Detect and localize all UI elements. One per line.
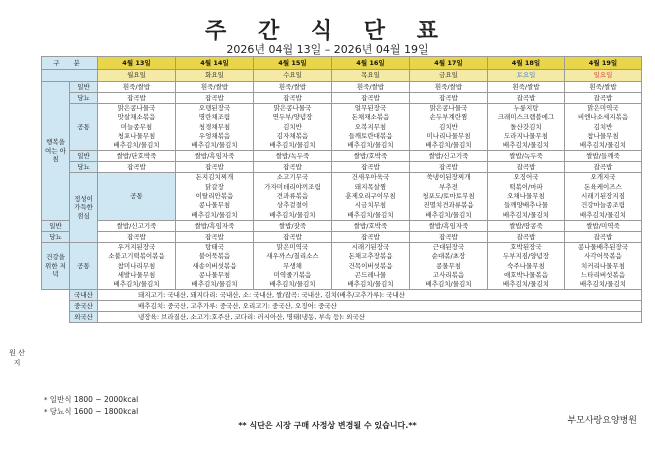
rice-cell: 흰죽/쌀밥 xyxy=(332,82,410,93)
menu-cell xyxy=(98,242,176,289)
menu-item: 청포도/토마토무침 xyxy=(422,192,475,201)
menu-item: 배추김치/물김치 xyxy=(425,141,472,150)
menu-item: 참나물무침 xyxy=(587,131,619,140)
rice-cell: 잡곡밥 xyxy=(98,162,176,173)
menu-item: 가자미데리야끼조림 xyxy=(264,182,321,191)
menu-item: 사각어묵볶음 xyxy=(584,252,622,261)
gubun-blank xyxy=(42,70,98,82)
rice-cell: 흰죽/쌀밥 xyxy=(488,82,565,93)
menu-cell xyxy=(332,242,410,289)
menu-item: 오복지무침 xyxy=(354,122,387,131)
menu-item: 돌산갓김치 xyxy=(510,122,542,131)
menu-item: 미늘종무침 xyxy=(120,122,153,131)
menu-item: 돈육케이즈스 xyxy=(584,182,622,191)
menu-item: 맛살채소볶음 xyxy=(117,113,156,122)
rice-cell: 잡곡밥 xyxy=(254,93,332,104)
menu-item: 순대볶/초장 xyxy=(431,252,466,261)
porridge-cell: 쌀밥/흑임자죽 xyxy=(176,151,254,162)
menu-cell xyxy=(565,173,642,220)
menu-cell xyxy=(176,104,254,151)
menu-item: 배추김치/물김치 xyxy=(347,280,394,289)
menu-item: 콩나물배추된장국 xyxy=(577,242,629,251)
dinner-label: 건강을 위한 저녁 xyxy=(42,242,70,289)
sub-diabetic: 당뇨 xyxy=(70,93,98,104)
menu-item: 오뎅된장국 xyxy=(198,104,231,112)
page-title: 주 간 식 단 표 xyxy=(205,19,450,44)
sub-diabetic: 당뇨 xyxy=(42,231,70,242)
menu-item: 건강마늘종조림 xyxy=(581,201,625,210)
menu-item: 두부지짐/양념장 xyxy=(502,252,550,261)
menu-item: 진멸치견과류볶음 xyxy=(423,201,474,210)
origin-blank xyxy=(42,312,70,323)
sub-diabetic: 당뇨 xyxy=(70,162,98,173)
period-range: 2026년 04월 13일 – 2026년 04월 19일 xyxy=(226,43,429,56)
rice-cell: 잡곡밥 xyxy=(332,93,410,104)
date-cell: 4월 16일 xyxy=(332,57,410,70)
rice-cell: 흰죽/쌀밥 xyxy=(565,82,642,93)
menu-item: 콩나물무침 xyxy=(198,270,231,279)
gubun-header: 구 분 xyxy=(42,57,98,70)
menu-item: 맑은콩나물국 xyxy=(429,104,468,112)
porridge-cell: 쌀밥/신고기죽 xyxy=(410,151,488,162)
porridge-cell: 쌀밥/흑임자죽 xyxy=(176,220,254,231)
menu-item: 근대된장국 xyxy=(432,242,465,251)
sub-general: 일반 xyxy=(70,151,98,162)
menu-item: 배추김치/물김치 xyxy=(191,210,238,219)
menu-item: 배추김치/물김치 xyxy=(502,210,550,219)
menu-cell xyxy=(565,242,642,289)
menu-item: 시래기된장국 xyxy=(351,242,390,251)
menu-table xyxy=(41,56,642,323)
porridge-cell: 쌀밥/땅콩죽 xyxy=(488,220,565,231)
weekday-cell: 토요일 xyxy=(488,70,565,82)
menu-item: 세발나물무침 xyxy=(117,270,156,279)
menu-item: 명란채조림 xyxy=(198,113,231,122)
menu-item: 들깨양배추나물 xyxy=(504,201,548,210)
menu-cell xyxy=(488,104,565,151)
menu-cell xyxy=(98,104,176,151)
menu-cell xyxy=(254,104,332,151)
date-cell: 4월 14일 xyxy=(176,57,254,70)
menu-item: 떡볶이/마파 xyxy=(509,182,543,191)
menu-item: 오개지국 xyxy=(590,173,616,182)
menu-item: 쑥냉이된장찌개 xyxy=(426,173,471,182)
menu-cell xyxy=(176,173,254,220)
menu-item: 치커리나물무침 xyxy=(581,261,625,270)
menu-item: 부추전 xyxy=(439,182,458,191)
menu-cell xyxy=(565,104,642,151)
menu-item: 오징어국 xyxy=(513,173,539,182)
menu-item: 훈제오리구이무침 xyxy=(345,192,396,201)
menu-item: 누룽지탕 xyxy=(513,104,539,112)
menu-item: 견과류볶음 xyxy=(276,192,309,201)
menu-item: 고사리볶음 xyxy=(432,270,465,279)
porridge-cell: 쌀밥/흑임자죽 xyxy=(410,220,488,231)
rice-cell: 흰죽/쌀밥 xyxy=(254,82,332,93)
weekday-cell: 일요일 xyxy=(565,70,642,82)
sub-common: 공통 xyxy=(98,173,176,220)
menu-item: 배추김치/물김치 xyxy=(425,210,472,219)
rice-cell: 잡곡밥 xyxy=(98,93,176,104)
menu-item: 돈지김치찌개 xyxy=(195,173,234,182)
menu-item: 이탈리안볶음 xyxy=(195,192,234,201)
porridge-cell: 쌀밥/호박죽 xyxy=(332,220,410,231)
menu-item: 들깨토란대볶음 xyxy=(348,131,393,140)
rice-cell: 잡곡밥 xyxy=(254,231,332,242)
porridge-cell: 쌀밥/호박죽 xyxy=(332,151,410,162)
menu-item: 느타리버섯볶음 xyxy=(581,270,625,279)
footer-note: ** 식단은 시장 구매 사정상 변경될 수 있습니다.** xyxy=(238,421,417,430)
menu-item: 돈채채소볶음 xyxy=(351,113,390,122)
menu-item: 크래미스크램블에그 xyxy=(497,113,555,122)
menu-item: 배추김치/물김치 xyxy=(113,141,160,150)
menu-cell xyxy=(410,242,488,289)
menu-item: 무생채 xyxy=(283,261,302,270)
menu-cell xyxy=(254,173,332,220)
rice-cell: 잡곡밥 xyxy=(332,231,410,242)
rice-cell: 잡곡밥 xyxy=(176,93,254,104)
menu-item: 배추김치/물김치 xyxy=(269,280,316,289)
menu-cell xyxy=(332,173,410,220)
porridge-cell: 쌀밥/미역죽 xyxy=(565,220,642,231)
date-cell: 4월 18일 xyxy=(488,57,565,70)
origin-china-text: 배추김치: 중국산, 고추가루: 중국산, 오리고기: 중국산, 오징어: 중국산 xyxy=(98,301,642,312)
menu-item: 곤드레나물 xyxy=(354,270,387,279)
origin-china-label: 중국산 xyxy=(70,301,98,312)
menu-item: 돼지목살찜 xyxy=(354,182,387,191)
menu-item: 배추김치/물김치 xyxy=(579,141,627,150)
lunch-label: 정성이 가득한 점심 xyxy=(70,173,98,242)
origin-side-label: 원 산 지 xyxy=(9,349,25,367)
menu-item: 연두부/양념장 xyxy=(272,113,313,122)
menu-item: 김자채볶음 xyxy=(276,131,309,140)
menu-item: 도라지나물무침 xyxy=(504,131,548,140)
rice-cell: 잡곡밥 xyxy=(176,231,254,242)
menu-item: 배추김치/물김치 xyxy=(425,280,472,289)
menu-item: 맑은미역국 xyxy=(276,242,309,251)
menu-item: 건새우아욱국 xyxy=(351,173,390,182)
menu-item: 배추김치/물김치 xyxy=(579,210,627,219)
rice-cell: 잡곡밥 xyxy=(565,231,642,242)
origin-domestic-label: 국내산 xyxy=(70,290,98,301)
weekday-cell: 화요일 xyxy=(176,70,254,82)
menu-item: 배추김치/물김치 xyxy=(113,280,160,289)
menu-item: 우거지된장국 xyxy=(117,242,156,251)
origin-blank xyxy=(42,290,70,301)
porridge-cell: 쌀밥/잣죽 xyxy=(254,220,332,231)
menu-item: 시래기된장지짐 xyxy=(581,192,625,201)
rice-cell: 잡곡밥 xyxy=(176,162,254,173)
rice-cell: 잡곡밥 xyxy=(410,231,488,242)
date-cell: 4월 15일 xyxy=(254,57,332,70)
menu-item: 참미나리무침 xyxy=(117,261,156,270)
menu-item: 배추김치/물김치 xyxy=(191,141,238,150)
menu-item: 배추김치/물김치 xyxy=(191,280,238,289)
rice-cell: 잡곡밥 xyxy=(565,93,642,104)
sub-common: 공통 xyxy=(70,242,98,289)
menu-item: 애호박나물볶음 xyxy=(504,270,548,279)
menu-cell xyxy=(488,173,565,220)
menu-item: 배추김치/물김치 xyxy=(579,280,627,289)
menu-cell xyxy=(176,242,254,289)
menu-item: 소불고기떡볶이볶음 xyxy=(108,252,165,261)
menu-item: 새우까스/칠리소스 xyxy=(266,252,319,261)
organization-name: 부모사랑요양병원 xyxy=(567,416,637,426)
porridge-cell: 쌀밥/신고기죽 xyxy=(98,220,176,231)
menu-item: 콩나물무침 xyxy=(198,201,231,210)
porridge-cell: 쌀밥/들깨죽 xyxy=(565,151,642,162)
rice-cell: 잡곡밥 xyxy=(332,162,410,173)
menu-cell xyxy=(410,104,488,151)
menu-item: 돈채고추장볶음 xyxy=(348,252,393,261)
rice-cell: 흰죽/쌀밥 xyxy=(410,82,488,93)
menu-item: 호박된장국 xyxy=(510,242,542,251)
menu-cell xyxy=(254,242,332,289)
menu-item: 맑은콩나물국 xyxy=(273,104,312,112)
rice-cell: 잡곡밥 xyxy=(98,231,176,242)
rice-cell: 잡곡밥 xyxy=(410,162,488,173)
menu-item: 배추김치/물김치 xyxy=(347,210,394,219)
weekday-cell: 수요일 xyxy=(254,70,332,82)
menu-item: 시금치무침 xyxy=(354,201,387,210)
sub-general: 일반 xyxy=(42,220,70,231)
menu-item: 배추김치/물김치 xyxy=(502,280,550,289)
menu-item: 상추겉절이 xyxy=(276,201,309,210)
rice-cell: 잡곡밥 xyxy=(488,93,565,104)
menu-item: 맑은콩나물국 xyxy=(117,104,156,112)
sub-common: 공통 xyxy=(70,104,98,151)
rice-cell: 잡곡밥 xyxy=(410,93,488,104)
menu-cell xyxy=(488,242,565,289)
menu-item: 숙주나물무침 xyxy=(507,261,545,270)
rice-cell: 흰죽/쌀밥 xyxy=(176,82,254,93)
origin-domestic-text: 돼지고기: 국내산, 돼지다리: 국내산, 소: 국내산, 쌀/잡곡: 국내산, 김치(배추/고추가루): 국내산 xyxy=(98,290,642,301)
rice-cell: 잡곡밥 xyxy=(488,162,565,173)
weekday-cell: 월요일 xyxy=(98,70,176,82)
menu-item: 배추김치/물김치 xyxy=(269,141,316,150)
menu-item: 콩물무침 xyxy=(435,261,462,270)
general-kcal-note: * 일반식 1800 ~ 2000kcal xyxy=(44,395,139,404)
menu-item: 손두부계란찜 xyxy=(429,113,468,122)
menu-item: 김치반 xyxy=(593,122,613,131)
menu-item: 청포나물무침 xyxy=(117,131,156,140)
weekday-cell: 목요일 xyxy=(332,70,410,82)
date-cell: 4월 17일 xyxy=(410,57,488,70)
menu-item: 맑은미역국 xyxy=(587,104,619,112)
menu-item: 배추김치/물김치 xyxy=(502,141,550,150)
menu-item: 우엉채볶음 xyxy=(198,131,231,140)
menu-item: 배추김치/물김치 xyxy=(269,210,316,219)
porridge-cell: 쌀밥/녹두죽 xyxy=(254,151,332,162)
menu-item: 미나리나물무침 xyxy=(426,131,471,140)
origin-foreign-label: 외국산 xyxy=(70,312,98,323)
rice-cell: 잡곡밥 xyxy=(254,162,332,173)
menu-item: 새송이버섯볶음 xyxy=(192,261,237,270)
breakfast-label: 행복을 여는 아침 xyxy=(42,82,70,221)
rice-cell: 잡곡밥 xyxy=(565,162,642,173)
rice-cell: 흰죽/쌀밥 xyxy=(98,82,176,93)
menu-cell xyxy=(332,104,410,151)
menu-item: 소고기무국 xyxy=(276,173,309,182)
origin-blank xyxy=(42,301,70,312)
porridge-cell: 쌀밥/녹두죽 xyxy=(488,151,565,162)
origin-foreign-text: 냉장육: 브라질산, 소고기:호주산, 코다리: 러시아산, 명태(냉동, 부속 등): 외국산 xyxy=(98,312,642,323)
menu-item: 닭갈장 xyxy=(205,182,224,191)
porridge-cell: 쌀밥/단호박죽 xyxy=(98,151,176,162)
menu-item: 불어묵볶음 xyxy=(198,252,231,261)
menu-item: 건목이버섯볶음 xyxy=(348,261,393,270)
menu-item: 김치반 xyxy=(283,122,302,131)
menu-item: 김치반 xyxy=(439,122,458,131)
date-cell: 4월 19일 xyxy=(565,57,642,70)
sub-general: 일반 xyxy=(70,82,98,93)
menu-item: 비엔나소세지볶음 xyxy=(577,113,629,122)
menu-item: 청경채무침 xyxy=(198,122,231,131)
rice-cell: 잡곡밥 xyxy=(488,231,565,242)
menu-item: 배추김치/물김치 xyxy=(347,141,394,150)
weekday-cell: 금요일 xyxy=(410,70,488,82)
diabetic-kcal-note: * 당뇨식 1600 ~ 1800kcal xyxy=(44,407,139,416)
menu-cell xyxy=(410,173,488,220)
date-cell: 4월 13일 xyxy=(98,57,176,70)
menu-item: 얼무된장국 xyxy=(354,104,387,112)
menu-item: 미역줄기볶음 xyxy=(273,270,312,279)
menu-item: 탕태국 xyxy=(205,242,224,251)
menu-item: 오채나물무침 xyxy=(507,192,545,201)
